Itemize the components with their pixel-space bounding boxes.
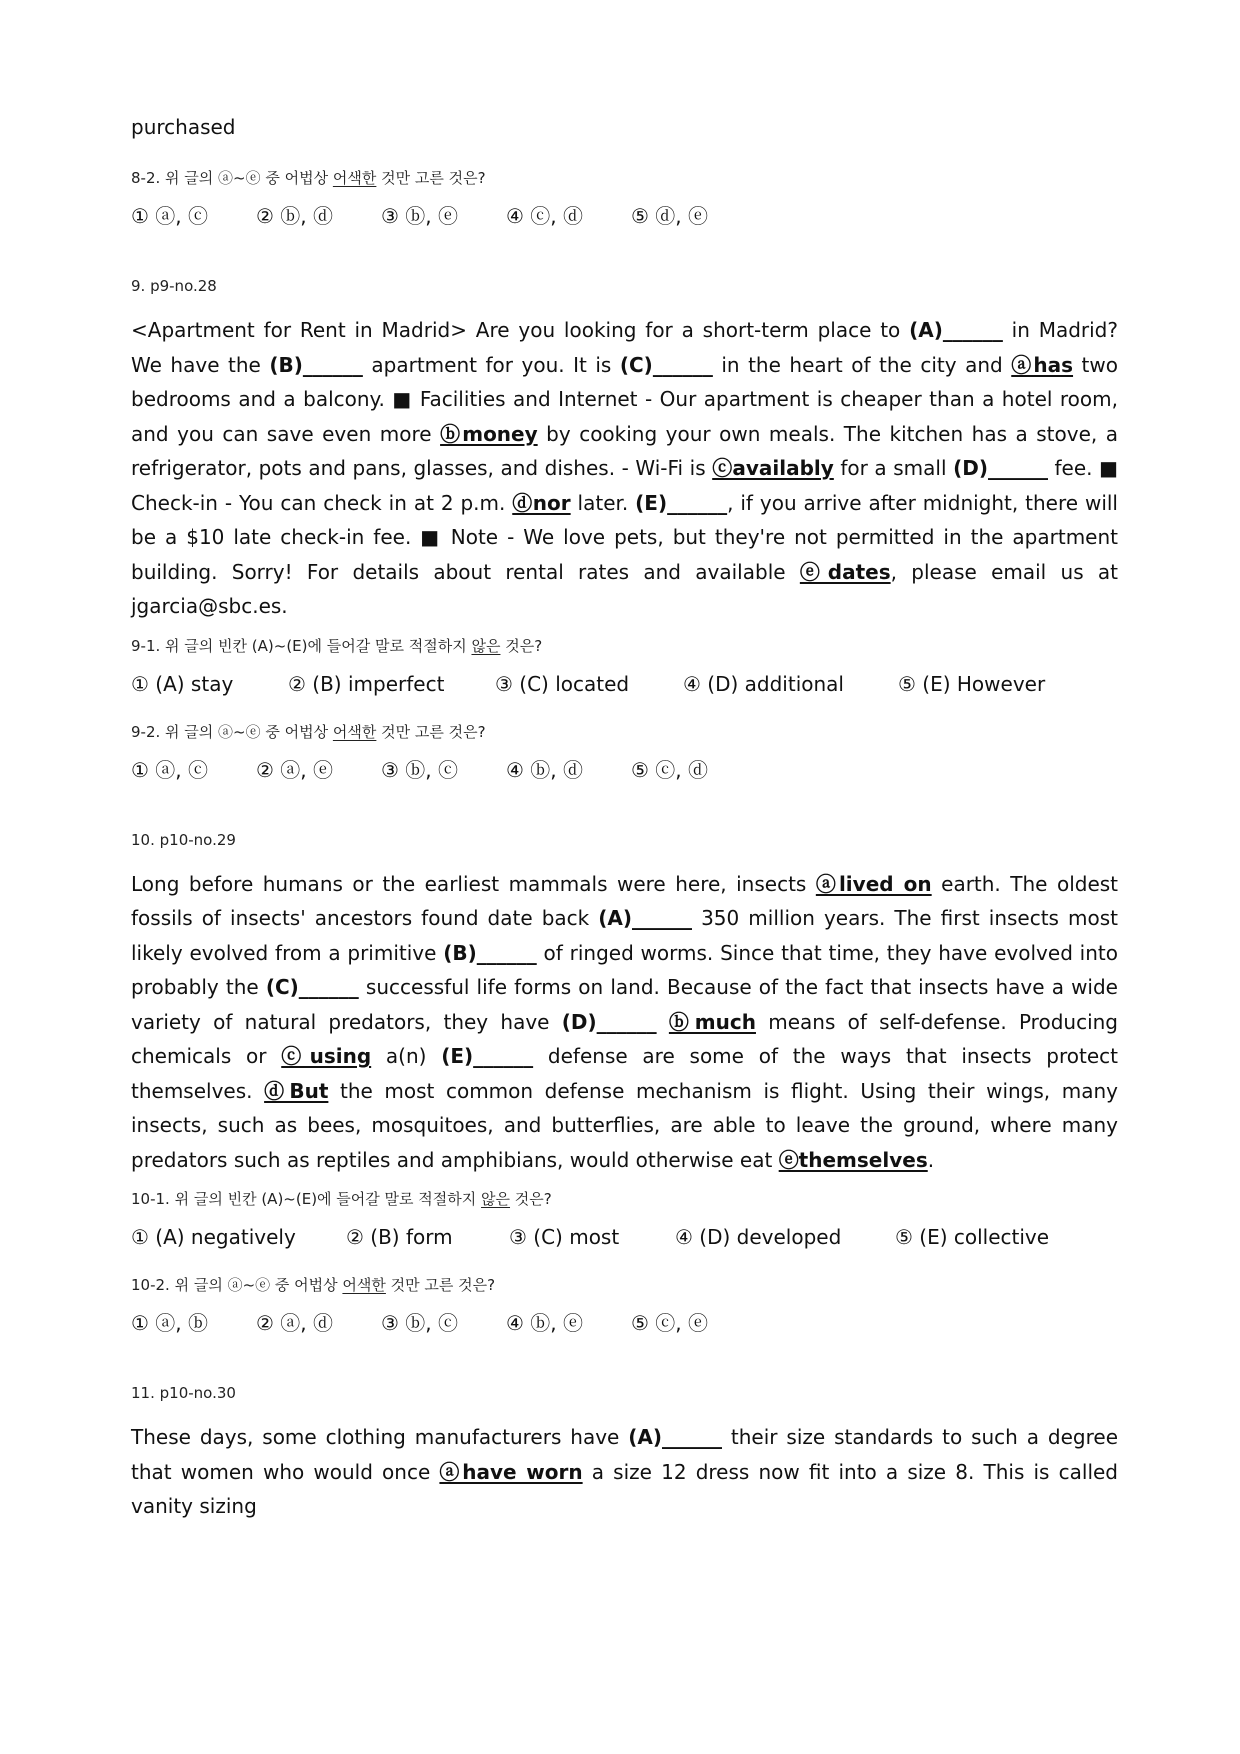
blank-a: (A)______ [909, 318, 1003, 342]
blank-e: (E)______ [635, 490, 728, 515]
question-10-1-prompt: 10-1. 위 글의 빈칸 (A)~(E)에 들어갈 말로 적절하지 않은 것은? [131, 1190, 552, 1208]
choice-4[interactable]: ④ (D) developed [675, 1225, 842, 1249]
question-9-1-choices [131, 670, 1118, 698]
choice-3[interactable]: ③ (C) most [509, 1225, 620, 1249]
choice-4[interactable]: ④ (D) additional [683, 671, 844, 696]
choice-4[interactable]: ④ ⓒ, ⓓ [506, 204, 584, 228]
marked-a: ⓐhave worn [439, 1459, 583, 1484]
blank-b: (B)______ [443, 940, 537, 965]
question-8-2-prompt: 8-2. 위 글의 ⓐ~ⓔ 중 어법상 어색한 것만 고른 것은? [131, 169, 486, 187]
choice-1[interactable]: ① (A) stay [131, 671, 234, 696]
question-9-2-prompt: 9-2. 위 글의 ⓐ~ⓔ 중 어법상 어색한 것만 고른 것은? [131, 722, 486, 741]
marked-e: ⓔthemselves [778, 1147, 928, 1172]
choice-1[interactable]: ① ⓐ, ⓑ [131, 1311, 209, 1335]
choice-3[interactable]: ③ (C) located [495, 671, 630, 696]
choice-2[interactable]: ② ⓑ, ⓓ [256, 204, 334, 228]
blank-a: (A)______ [628, 1425, 723, 1449]
question-8-2-choices [131, 202, 1118, 230]
blank-d: (D)______ [953, 456, 1048, 480]
question-11-passage: These days, some clothing manufacturers have (A)______ their size standards to such a degree that women who would once ⓐhave worn a size 12 dress now fit into a size 8. This is called vanity sizing [131, 1425, 1118, 1518]
blank-c: (C)______ [619, 352, 713, 377]
choice-2[interactable]: ② (B) imperfect [288, 671, 445, 696]
question-9-1-prompt: 9-1. 위 글의 빈칸 (A)~(E)에 들어갈 말로 적절하지 않은 것은? [131, 636, 543, 655]
choice-5[interactable]: ⑤ ⓒ, ⓓ [631, 757, 709, 782]
choice-2[interactable]: ② (B) form [346, 1225, 453, 1249]
blank-b: (B)______ [269, 352, 363, 377]
choice-1[interactable]: ① ⓐ, ⓒ [131, 757, 209, 782]
question-10-2-choices [131, 1309, 1118, 1337]
blank-c: (C)______ [265, 975, 359, 999]
choice-1[interactable]: ① (A) negatively [131, 1225, 296, 1249]
question-10-passage: Long before humans or the earliest mammals were here, insects ⓐlived on earth. The oldest fossils of insects' ancestors found date back (A)______ 350 million years. The first insects most likely evolved from a primitive (B)______ of ringed worms. Since that time, they have evolved into probably the (C)______ successful life forms on land. Because of the fact that insects have a wide variety of natural predators, they have (D)______ ⓑmuch means of self-defense. Producing chemicals or ⓒusing a(n) (E)______ defense are some of the ways that insects protect themselves. ⓓBut the most common defense mechanism is flight. Using their wings, many insects, such as bees, mosquitoes, and butterflies, are able to leave the ground, where many predators such as reptiles and amphibians, would otherwise eat ⓔthemselves. [131, 871, 1119, 1172]
choice-1[interactable]: ① ⓐ, ⓒ [131, 204, 209, 228]
marked-b: ⓑmuch [668, 1009, 756, 1034]
question-10-2-prompt: 10-2. 위 글의 ⓐ~ⓔ 중 어법상 어색한 것만 고른 것은? [131, 1276, 496, 1294]
question-10-number: 10. p10-no.29 [131, 830, 236, 849]
question-9-2-choices [131, 756, 1118, 784]
question-10-1-choices [131, 1223, 1118, 1251]
marked-a: ⓐlived on [815, 871, 932, 896]
choice-3[interactable]: ③ ⓑ, ⓒ [381, 1311, 459, 1335]
question-9-number: 9. p9-no.28 [131, 277, 217, 295]
choice-5[interactable]: ⑤ (E) collective [895, 1225, 1050, 1249]
question-11-number: 11. p10-no.30 [131, 1384, 236, 1402]
choice-3[interactable]: ③ ⓑ, ⓒ [381, 757, 459, 782]
marked-c: ⓒusing [281, 1044, 372, 1068]
question-9-passage: <Apartment for Rent in Madrid> Are you looking for a short-term place to (A)______ in Madrid? We have the (B)______ apartment for you. It is (C)______ in the heart of the city and ⓐhas two bedrooms and a balcony. ■ Facilities and Internet - Our apartment is cheaper than a hotel room, and you can save even more ⓑmoney by cooking your own meals. The kitchen has a stove, a refrigerator, pots and pans, glasses, and dishes. - Wi-Fi is ⓒavailably for a small (D)______ fee. ■ Check-in - You can check in at 2 p.m. ⓓnor later. (E)______, if you arrive after midnight, there will be a $10 late check-in fee. ■ Note - We love pets, but they're not permitted in the apartment building. Sorry! For details about rental rates and available ⓔdates, please email us at jgarcia@sbc.es. [131, 318, 1119, 618]
choice-2[interactable]: ② ⓐ, ⓓ [256, 1311, 334, 1335]
choice-5[interactable]: ⑤ ⓒ, ⓔ [631, 1311, 709, 1335]
choice-2[interactable]: ② ⓐ, ⓔ [256, 757, 334, 782]
choice-5[interactable]: ⑤ ⓓ, ⓔ [631, 204, 709, 228]
blank-d: (D)______ [561, 1009, 657, 1034]
carryover-word: purchased [131, 115, 236, 139]
blank-e: (E)______ [441, 1044, 534, 1068]
choice-4[interactable]: ④ ⓑ, ⓔ [506, 1311, 584, 1335]
choice-3[interactable]: ③ ⓑ, ⓔ [381, 204, 459, 228]
marked-d: ⓓBut [264, 1078, 329, 1103]
marked-b: ⓑmoney [440, 421, 538, 446]
choice-5[interactable]: ⑤ (E) However [898, 671, 1046, 696]
marked-c: ⓒavailably [712, 456, 834, 480]
marked-a: ⓐhas [1011, 352, 1074, 377]
marked-e: ⓔdates [799, 559, 891, 584]
choice-4[interactable]: ④ ⓑ, ⓓ [506, 757, 584, 782]
marked-d: ⓓnor [512, 490, 571, 515]
blank-a: (A)______ [598, 906, 693, 930]
worksheet-page [131, 112, 1118, 1524]
